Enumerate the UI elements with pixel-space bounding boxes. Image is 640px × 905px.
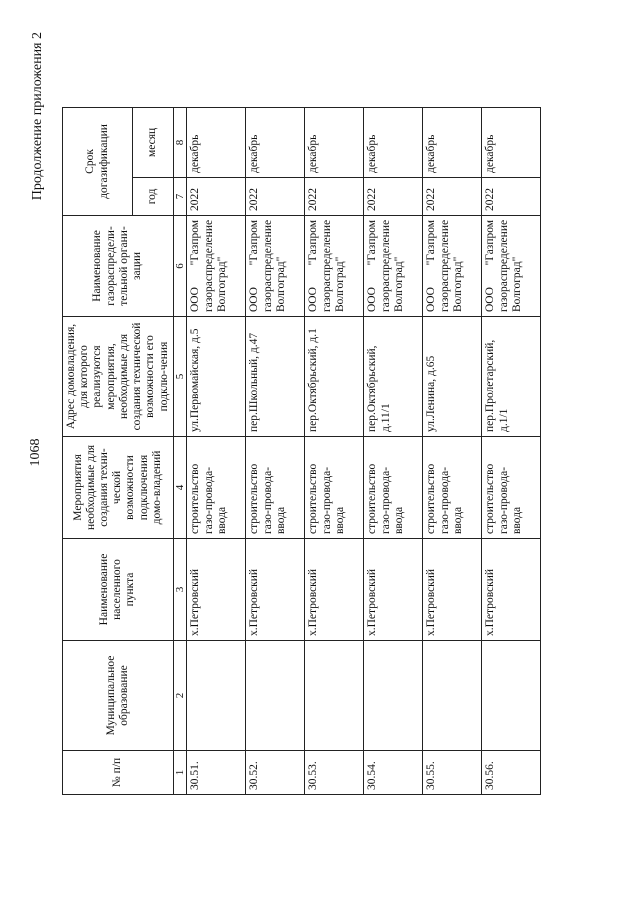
address-cell: пер.Пролетарский, д.1/1 bbox=[482, 317, 541, 437]
month-cell: декабрь bbox=[305, 107, 364, 177]
continuation-note: Продолжение приложения 2 bbox=[30, 32, 45, 201]
header-row bbox=[63, 107, 133, 794]
gasification-table bbox=[62, 107, 541, 795]
header-municipality: Муниципальное образование bbox=[63, 641, 174, 751]
page-number: 1068 bbox=[28, 438, 43, 467]
column-number: 4 bbox=[173, 437, 187, 539]
month-cell: декабрь bbox=[482, 107, 541, 177]
settlement-cell: х.Петровский bbox=[482, 539, 541, 641]
header-num: № п/п bbox=[63, 751, 174, 795]
month-cell: декабрь bbox=[246, 107, 305, 177]
measure-cell: строительство газо-провода-ввода bbox=[187, 437, 246, 539]
row-number: 30.52. bbox=[246, 751, 305, 795]
address-cell: пер.Школьный, д.47 bbox=[246, 317, 305, 437]
year-cell: 2022 bbox=[305, 177, 364, 215]
header-month: месяц bbox=[133, 107, 174, 177]
gdo-cell: ООО "Газпром газораспределение Волгоград" bbox=[364, 215, 423, 316]
gdo-cell: ООО "Газпром газораспределение Волгоград" bbox=[187, 215, 246, 316]
measure-cell: строительство газо-провода-ввода bbox=[482, 437, 541, 539]
column-number: 7 bbox=[173, 177, 187, 215]
municipality-cell bbox=[187, 641, 246, 751]
measure-cell: строительство газо-провода-ввода bbox=[246, 437, 305, 539]
table-row bbox=[364, 107, 423, 794]
table-row bbox=[423, 107, 482, 794]
year-cell: 2022 bbox=[423, 177, 482, 215]
row-number: 30.53. bbox=[305, 751, 364, 795]
gdo-cell: ООО "Газпром газораспределение Волгоград" bbox=[482, 215, 541, 316]
month-cell: декабрь bbox=[187, 107, 246, 177]
header-settlement: Наименование населенного пункта bbox=[63, 539, 174, 641]
header-gdo: Наименование газораспредели-тельной органи-зации bbox=[63, 215, 174, 316]
table-row bbox=[482, 107, 541, 794]
header-measures: Мероприятия необходимые для создания техни-ческой возможности подключения домо-владений bbox=[63, 437, 174, 539]
month-cell: декабрь bbox=[423, 107, 482, 177]
year-cell: 2022 bbox=[364, 177, 423, 215]
address-cell: пер.Октябрьский, д.11/1 bbox=[364, 317, 423, 437]
address-cell: ул.Первомайская, д.5 bbox=[187, 317, 246, 437]
header-address: Адрес домовладения, для которого реализуются мероприятия, необходимые для создания технической возможности его подклю-чения bbox=[63, 317, 174, 437]
measure-cell: строительство газо-провода-ввода bbox=[305, 437, 364, 539]
gdo-cell: ООО "Газпром газораспределение Волгоград" bbox=[423, 215, 482, 316]
row-number: 30.56. bbox=[482, 751, 541, 795]
month-cell: декабрь bbox=[364, 107, 423, 177]
settlement-cell: х.Петровский bbox=[364, 539, 423, 641]
header-year: год bbox=[133, 177, 174, 215]
year-cell: 2022 bbox=[246, 177, 305, 215]
table-row bbox=[187, 107, 246, 794]
year-cell: 2022 bbox=[482, 177, 541, 215]
address-cell: ул.Ленина, д.65 bbox=[423, 317, 482, 437]
table-body bbox=[187, 107, 541, 794]
column-number-row bbox=[173, 107, 187, 794]
column-number: 2 bbox=[173, 641, 187, 751]
settlement-cell: х.Петровский bbox=[305, 539, 364, 641]
settlement-cell: х.Петровский bbox=[246, 539, 305, 641]
row-number: 30.55. bbox=[423, 751, 482, 795]
municipality-cell bbox=[482, 641, 541, 751]
gdo-cell: ООО "Газпром газораспределение Волгоград" bbox=[246, 215, 305, 316]
year-cell: 2022 bbox=[187, 177, 246, 215]
column-number: 1 bbox=[173, 751, 187, 795]
municipality-cell bbox=[364, 641, 423, 751]
settlement-cell: х.Петровский bbox=[423, 539, 482, 641]
column-number: 6 bbox=[173, 215, 187, 316]
column-number: 3 bbox=[173, 539, 187, 641]
column-number: 5 bbox=[173, 317, 187, 437]
address-cell: пер.Октябрьский, д.1 bbox=[305, 317, 364, 437]
settlement-cell: х.Петровский bbox=[187, 539, 246, 641]
table-row bbox=[305, 107, 364, 794]
municipality-cell bbox=[423, 641, 482, 751]
municipality-cell bbox=[246, 641, 305, 751]
table-row bbox=[246, 107, 305, 794]
gdo-cell: ООО "Газпром газораспределение Волгоград" bbox=[305, 215, 364, 316]
column-number: 8 bbox=[173, 107, 187, 177]
municipality-cell bbox=[305, 641, 364, 751]
header-term: Срок догазификации bbox=[63, 107, 133, 215]
row-number: 30.54. bbox=[364, 751, 423, 795]
measure-cell: строительство газо-провода-ввода bbox=[423, 437, 482, 539]
row-number: 30.51. bbox=[187, 751, 246, 795]
measure-cell: строительство газо-провода-ввода bbox=[364, 437, 423, 539]
